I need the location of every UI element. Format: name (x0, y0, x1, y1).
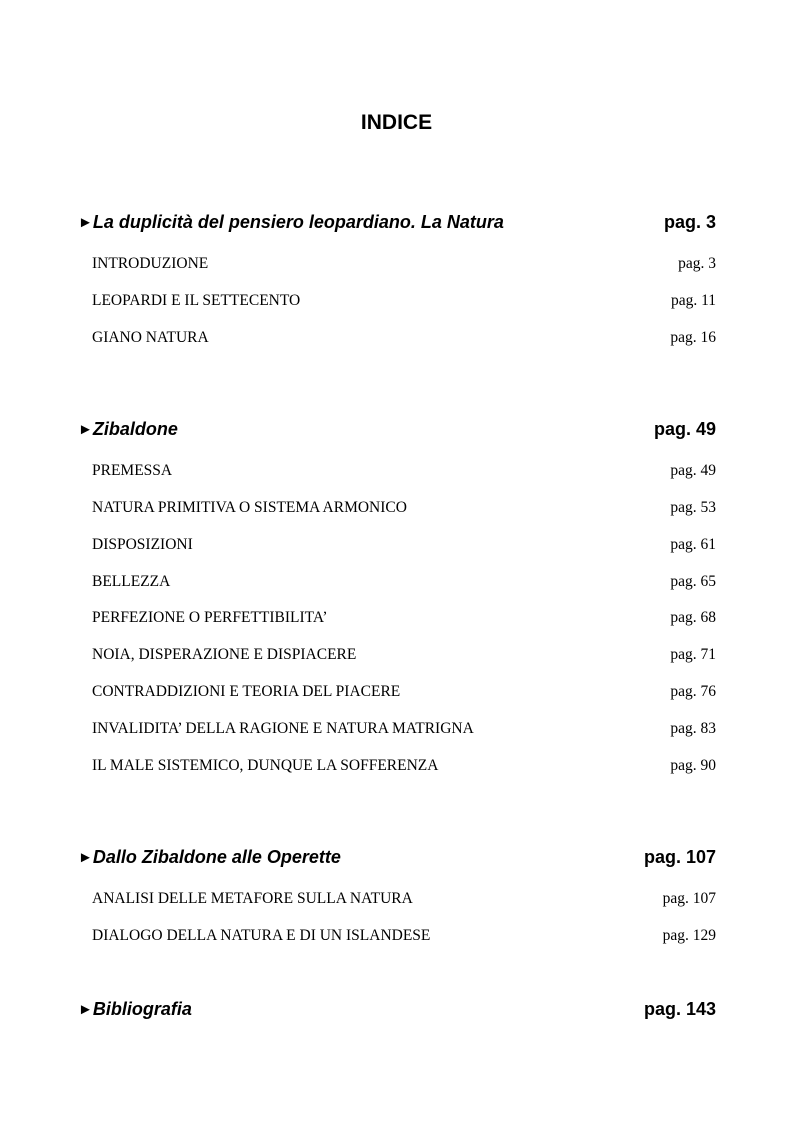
entry-title: IL MALE SISTEMICO, DUNQUE LA SOFFERENZA (92, 757, 439, 774)
section-heading (78, 844, 718, 870)
section-title: Dallo Zibaldone alle Operette (92, 847, 341, 867)
entry-title: DIALOGO DELLA NATURA E DI UN ISLANDESE (92, 927, 431, 944)
entry-title: DISPOSIZIONI (92, 536, 193, 553)
section-title: Bibliografia (92, 999, 192, 1019)
pointer-triangle-icon: ► (78, 421, 93, 438)
entry-page-number: pag. 83 (670, 720, 716, 737)
entry-page-number: pag. 16 (670, 329, 716, 346)
entry-page-number: pag. 11 (670, 292, 716, 309)
toc-entry (92, 681, 718, 703)
pointer-triangle-icon: ► (78, 1001, 93, 1018)
toc-entry (92, 253, 718, 275)
entry-title: PERFEZIONE O PERFETTIBILITA’ (92, 609, 328, 626)
entry-title: CONTRADDIZIONI E TEORIA DEL PIACERE (92, 683, 401, 700)
toc-entry (92, 327, 718, 349)
toc-entry (92, 290, 718, 312)
section-title: Zibaldone (92, 419, 178, 439)
section-page-number: pag. 3 (663, 212, 716, 232)
pointer-triangle-icon: ► (78, 849, 93, 866)
toc-entry (92, 460, 718, 482)
entry-page-number: pag. 76 (670, 683, 716, 700)
entry-page-number: pag. 61 (670, 536, 716, 553)
toc-entry (92, 718, 718, 740)
toc-entry (92, 755, 718, 777)
toc-entry (92, 497, 718, 519)
entry-page-number: pag. 90 (670, 757, 716, 774)
entry-title: NOIA, DISPERAZIONE E DISPIACERE (92, 646, 357, 663)
section-page-number: pag. 143 (643, 999, 716, 1019)
entry-title: ANALISI DELLE METAFORE SULLA NATURA (92, 890, 413, 907)
toc-entry (92, 644, 718, 666)
section-heading (78, 209, 718, 235)
toc-entry (92, 888, 718, 910)
entry-page-number: pag. 107 (662, 890, 716, 907)
entry-title: BELLEZZA (92, 573, 171, 590)
entry-page-number: pag. 49 (670, 462, 716, 479)
section-heading (78, 416, 718, 442)
entry-title: GIANO NATURA (92, 329, 209, 346)
entry-title: PREMESSA (92, 462, 173, 479)
section-page-number: pag. 49 (653, 419, 716, 439)
entry-title: LEOPARDI E IL SETTECENTO (92, 292, 301, 309)
toc-entry (92, 534, 718, 556)
toc-entry (92, 925, 718, 947)
entry-title: INTRODUZIONE (92, 255, 209, 272)
entry-page-number: pag. 65 (670, 573, 716, 590)
toc-entry (92, 607, 718, 629)
section-title: La duplicità del pensiero leopardiano. La Natura (92, 212, 504, 232)
entry-title: INVALIDITA’ DELLA RAGIONE E NATURA MATRIGNA (92, 720, 474, 737)
entry-page-number: pag. 71 (670, 646, 716, 663)
entry-page-number: pag. 3 (678, 255, 716, 272)
section-heading (78, 996, 718, 1022)
entry-title: NATURA PRIMITIVA O SISTEMA ARMONICO (92, 499, 407, 516)
entry-page-number: pag. 68 (670, 609, 716, 626)
toc-entry (92, 571, 718, 593)
entry-page-number: pag. 53 (670, 499, 716, 516)
page-title: INDICE (360, 111, 433, 134)
section-page-number: pag. 107 (643, 847, 716, 867)
entry-page-number: pag. 129 (662, 927, 716, 944)
pointer-triangle-icon: ► (78, 214, 93, 231)
